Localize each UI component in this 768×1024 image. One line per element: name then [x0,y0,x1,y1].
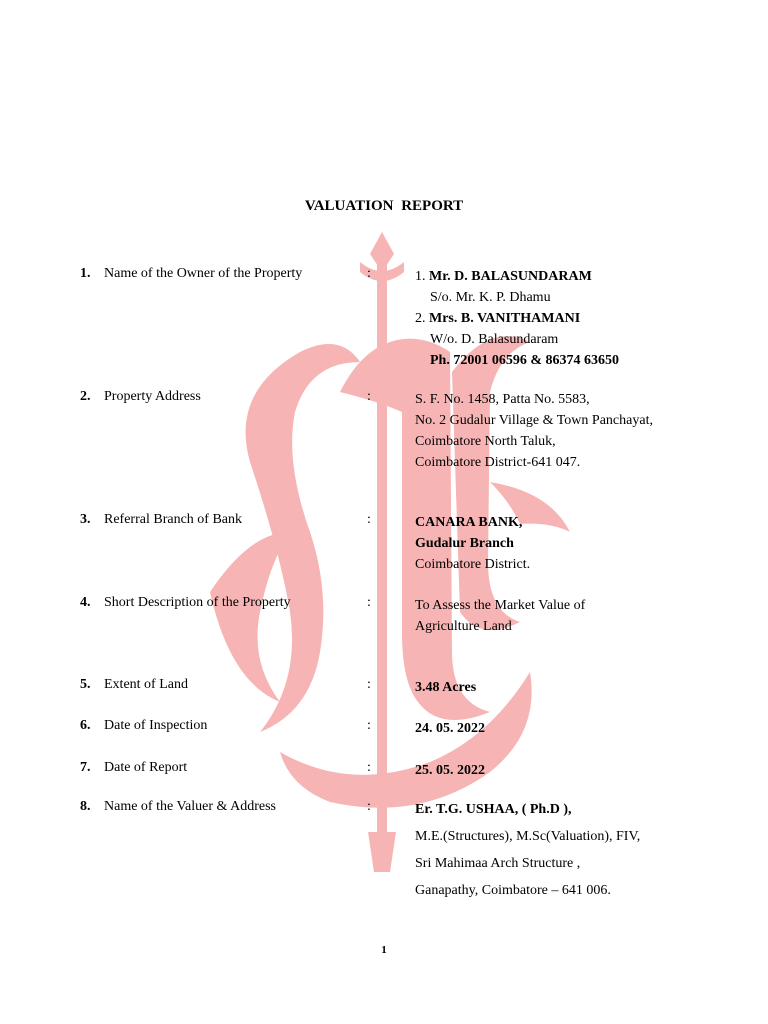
value-line: 24. 05. 2022 [415,721,485,736]
value-line: Gudalur Branch [415,536,514,551]
value-line: Agriculture Land [415,619,512,634]
value-line: Ph. 72001 06596 & 86374 63650 [430,353,619,368]
value-line: 1. Mr. D. BALASUNDARAM [415,269,592,284]
item-value [415,595,715,637]
item-value [415,796,715,904]
item-label: Name of the Owner of the Property [104,266,303,281]
item-colon: : [367,389,371,404]
item-label: Date of Report [104,760,188,775]
item-value [415,760,715,781]
item-label: Date of Inspection [104,718,208,733]
item-colon: : [367,718,371,733]
value-line: S/o. Mr. K. P. Dhamu [430,290,551,305]
item-number: 3. [80,512,91,527]
item-number: 2. [80,389,91,404]
item-number: 8. [80,799,91,814]
value-line: W/o. D. Balasundaram [430,332,559,347]
item-colon: : [367,677,371,692]
value-line: No. 2 Gudalur Village & Town Panchayat, [415,413,653,428]
page-number: 1 [381,944,387,956]
item-number: 7. [80,760,91,775]
item-label: Property Address [104,389,201,404]
item-value [415,389,715,473]
item-label: Name of the Valuer & Address [104,799,276,814]
item-colon: : [367,512,371,527]
item-number: 6. [80,718,91,733]
value-line: Coimbatore North Taluk, [415,434,556,449]
item-value [415,512,715,575]
item-label: Referral Branch of Bank [104,512,242,527]
value-line: 3.48 Acres [415,680,477,695]
item-value [415,677,715,698]
value-line: 25. 05. 2022 [415,763,485,778]
item-value [415,266,715,371]
value-line: Sri Mahimaa Arch Structure , [415,856,581,871]
item-number: 1. [80,266,91,281]
value-line: Ganapathy, Coimbatore – 641 006. [415,883,611,898]
value-line: Er. T.G. USHAA, ( Ph.D ), [415,802,572,817]
item-colon: : [367,595,371,610]
value-line: M.E.(Structures), M.Sc(Valuation), FIV, [415,829,641,844]
report-title: VALUATION REPORT [304,198,464,214]
item-label: Extent of Land [104,677,188,692]
value-line: CANARA BANK, [415,515,523,530]
item-value [415,718,715,739]
item-label: Short Description of the Property [104,595,291,610]
item-number: 5. [80,677,91,692]
value-line: S. F. No. 1458, Patta No. 5583, [415,392,590,407]
item-colon: : [367,266,371,281]
value-line: Coimbatore District-641 047. [415,455,581,470]
item-colon: : [367,760,371,775]
item-colon: : [367,799,371,814]
value-line: Coimbatore District. [415,557,531,572]
value-line: To Assess the Market Value of [415,598,586,613]
item-number: 4. [80,595,91,610]
value-line: 2. Mrs. B. VANITHAMANI [415,311,581,326]
